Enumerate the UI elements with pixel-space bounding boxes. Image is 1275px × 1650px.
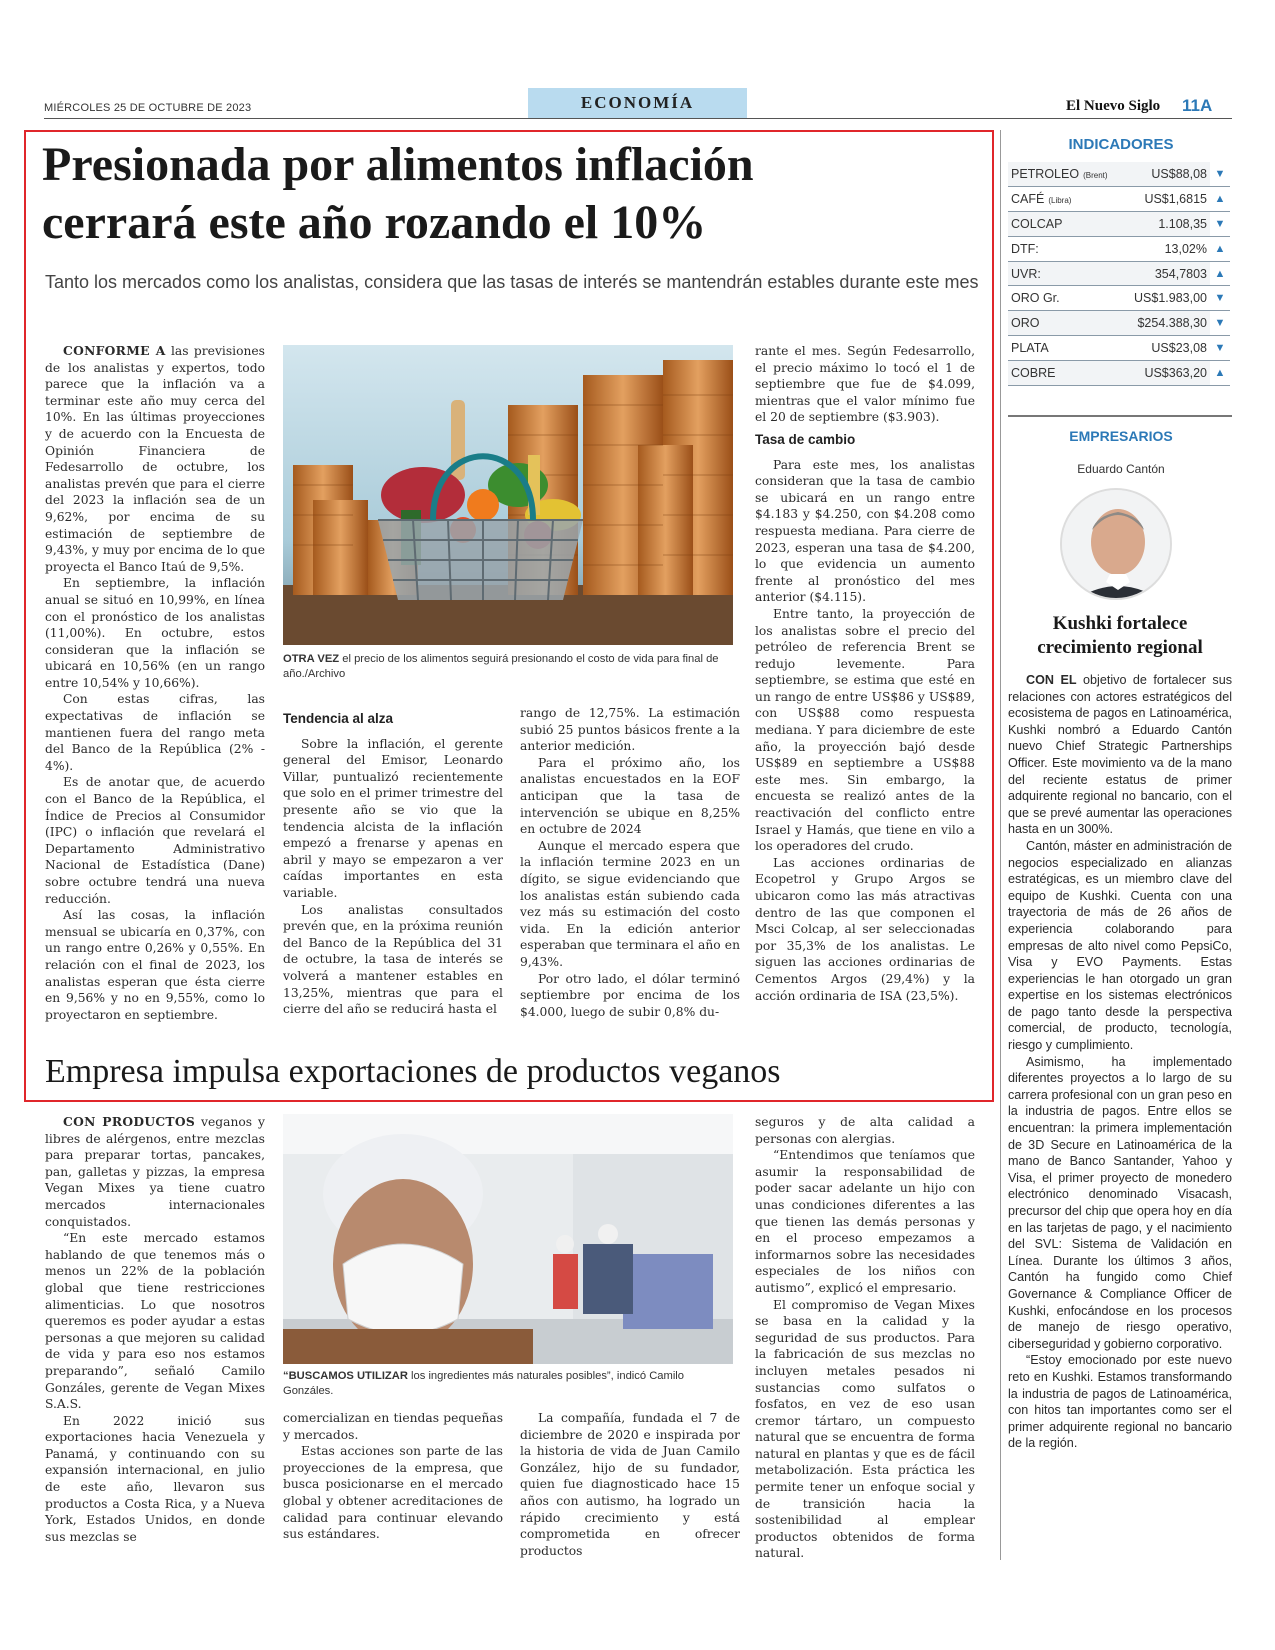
main-headline-line2: cerrará este año rozando el 10% [42, 196, 707, 249]
page-number: 11A [1182, 96, 1213, 115]
indicator-name [1008, 212, 1114, 237]
indicator-row [1008, 360, 1230, 385]
indicators-rule [1008, 415, 1232, 417]
trend-down-icon: ▼ [1210, 212, 1230, 237]
trend-down-icon: ▼ [1210, 162, 1230, 187]
indicator-label: UVR: [1011, 266, 1041, 281]
main-caption-bold: OTRA VEZ [283, 653, 340, 665]
indicator-value: 1.108,35 [1114, 212, 1210, 237]
sidebar-story-title-line2: crecimiento regional [1037, 637, 1203, 658]
subhead-tendencia: Tendencia al alza [283, 711, 394, 726]
indicator-value: US$1.983,00 [1114, 286, 1210, 311]
second-col1-p2: “En este mercado estamos hablando de que tenemos más o menos un 22% de la población global que tiene restricciones alimenticias. Lo que nosotros queremos es poder ayudar a estas personas a que mejoren su calidad de vida y para eso nos estamos preparando”, señaló Camilo Gonzáles, gerente de Vegan Mixes S.A.S. [45, 1231, 265, 1412]
trend-down-icon: ▼ [1210, 311, 1230, 336]
indicators-title: INDICADORES [1068, 136, 1174, 153]
main-col1-p5: Así las cosas, la inflación mensual se ubicaría en 0,37%, con un rango entre 0,26% y 0,55%. En relación con el final de 2023, los analistas esperan que ésta cierre en 9,56% y no en 9,55%, como lo proyectaron en septiembre. [45, 908, 265, 1022]
second-lead: CON PRODUCTOS [63, 1114, 196, 1129]
main-col3-p2: Aunque el mercado espera que la inflación termine 2023 en un dígito, se sigue evidenciando que los analistas están subiendo cada vez más su estimación del costo vida. En la edición anterior esperaban que terminara el año en 9,43%. [520, 838, 740, 969]
food-basket-coins-illustration [283, 345, 733, 645]
second-column-1 [45, 1114, 265, 1545]
indicator-name [1008, 286, 1114, 311]
second-caption-text: los ingredientes más naturales posibles”, indicó Camilo Gonzáles. [283, 1370, 685, 1397]
second-col1-p1: veganos y libres de alérgenos, entre mezclas para preparar tortas, pancakes, pan, galletas y pizzas, la empresa Vegan Mixes ya tiene cuatro mercados internacionales conquistados. [45, 1115, 266, 1229]
main-headline [42, 136, 982, 252]
second-col3-p1: La compañía, fundada el 7 de diciembre de 2020 e inspirada por la historia de vida de Juan Camilo González, hijo de su fundador, quien fue diagnosticado hace 15 años con autismo, ha logrado un rápido crecimiento y está comprometida en ofrecer productos [520, 1411, 740, 1558]
main-photo [283, 345, 733, 645]
main-column-3 [520, 705, 740, 1020]
trend-down-icon: ▼ [1210, 286, 1230, 311]
second-headline: Empresa impulsa exportaciones de productos veganos [45, 1053, 781, 1090]
sidebar-p1: objetivo de fortalecer sus relaciones con actores estratégicos del ecosistema de pagos en Latinoamérica, Kushki nombró a Eduardo Cantón nuevo Chief Strategic Partnerships Officer. Este movimiento va de la mano del reciente estatus de primer adquirente regional no bancario, con el que se prevé aumentar las operaciones hasta en un 300%. [1008, 673, 1232, 837]
main-caption-text: el precio de los alimentos seguirá presionando el costo de vida para final de año./Archivo [283, 653, 719, 680]
indicator-label: DTF: [1011, 241, 1039, 256]
indicator-value: US$88,08 [1114, 162, 1210, 187]
indicator-row [1008, 311, 1230, 336]
indicator-value: US$1,6815 [1114, 187, 1210, 212]
indicator-label: COBRE [1011, 365, 1056, 380]
second-col4-p0: seguros y de alta calidad a personas con alergias. [755, 1115, 975, 1146]
indicator-row [1008, 261, 1230, 286]
section-title: ECONOMÍA [580, 93, 695, 112]
indicator-name [1008, 261, 1114, 286]
section-banner [528, 88, 747, 118]
main-column-4 [755, 343, 975, 1004]
indicator-label: PLATA [1011, 340, 1049, 355]
main-photo-caption [283, 652, 733, 682]
indicator-label: ORO Gr. [1011, 291, 1060, 306]
main-column-1 [45, 343, 265, 1023]
second-caption-bold: “BUSCAMOS UTILIZAR [283, 1370, 408, 1382]
main-col4-p0: rante el mes. Según Fedesarrollo, el precio máximo lo tocó el 1 de septiembre que fue de $4.099, mientras que el valor mínimo fue el 20 de septiembre ($3.903). [755, 344, 975, 425]
factory-worker-photo [283, 1114, 733, 1364]
indicator-label: PETROLEO [1011, 167, 1080, 182]
sidebar-story-body [1008, 672, 1232, 1452]
second-col4-p1: “Entendimos que teníamos que asumir la responsabilidad de poder sacar adelante un hijo con unas condiciones diferentes a las que tienen las demás personas y en el proceso empezamos a informarnos sobre las necesidades especiales de los niños con autismo”, explicó el empresario. [755, 1148, 975, 1295]
indicator-label: ORO [1011, 316, 1040, 331]
main-col2-p1: Sobre la inflación, el gerente general del Emisor, Leonardo Villar, puntualizó recientemente que solo en el primer trimestre del presente año se vio que la tendencia alcista de la inflación empezó a frenarse y apenas en abril y mayo se empezaron a ver caídas importantes en esta variable. [283, 736, 503, 900]
second-col1-p3: En 2022 inició sus exportaciones hacia Venezuela y Panamá, y continuando con su expansión internacional, en julio de este año, llevaron sus productos a Costa Rica, y a Nueva York, Estados Unidos, en donde sus mezclas se [45, 1413, 265, 1544]
sidebar-p3: Asimismo, ha implementado diferentes proyectos a lo largo de su carrera profesional con un gran peso en la industria de pagos. Entre ellos se encuentran: la primera implementación de 3D Secure en Latinoamérica de la mano de Banco Santander, Yahoo y Visa, el primer proyecto de monedero electrónico denominado Visacash, precursor del chip que opera hoy en día en las tarjetas de pago, y el nacimiento del SVL: Sistema de Validación en Línea. Durante los últimos 3 años, Cantón ha fungido como Chief Governance & Compliance Officer de Kushki, enfocándose en los procesos de manejo de riesgo operativo, ciberseguridad y gobierno corporativo. [1008, 1054, 1232, 1351]
second-col4-p2: El compromiso de Vegan Mixes se basa en la calidad y la seguridad de sus productos. Para la fabricación de sus mezclas no incluyen metales pesados ni sustancias como sulfatos o fosfatos, en vez de eso usan cremor tártaro, un compuesto natural que se encuentra de forma natural en plantas y que es de fácil metabolización. Esta práctica les permite tener un enfoque social y de transición hacia la sostenibilidad al emplear productos obtenidos de forma natural. [755, 1297, 975, 1561]
empresarios-title: EMPRESARIOS [1069, 428, 1173, 444]
main-col3-p0: rango de 12,75%. La estimación subió 25 puntos básicos frente a la anterior medición. [520, 706, 740, 754]
paper-name: El Nuevo Siglo [1066, 98, 1161, 114]
trend-down-icon: ▼ [1210, 336, 1230, 361]
trend-up-icon: ▲ [1210, 187, 1230, 212]
indicator-name [1008, 236, 1114, 261]
main-col1-p2: En septiembre, la inflación anual se situó en 10,99%, en línea con el pronóstico de los analistas (11,00%). En octubre, estos consideran que la inflación se ubicará en 10,56% (en un rango entre 10,54% y 10,66%). [45, 576, 265, 690]
second-column-3 [520, 1410, 740, 1559]
header-rule [44, 118, 1232, 119]
person-portrait [1062, 490, 1172, 600]
indicator-value: 354,7803 [1114, 261, 1210, 286]
second-photo-caption [283, 1369, 733, 1399]
indicators-table [1008, 162, 1232, 386]
main-column-2 [283, 705, 503, 1018]
indicator-value: US$363,20 [1114, 360, 1210, 385]
sidebar-divider [1000, 130, 1001, 1560]
second-photo [283, 1114, 733, 1364]
indicator-name [1008, 311, 1114, 336]
avatar [1060, 488, 1172, 600]
indicator-label: COLCAP [1011, 216, 1063, 231]
main-col1-p3: Con estas cifras, las expectativas de inflación se mantienen fuera del rango meta del Banco de la República (2% - 4%). [45, 692, 265, 773]
sidebar-p2: Cantón, máster en administración de negocios especializado en alianzas estratégicas, es un miembro clave del equipo de Kushki. Cuenta con una trayectoria de más de 26 años de experiencia colaborando para empresas de alto nivel como PepsiCo, Visa y EVO Payments. Estas experiencias le han otorgado un gran expertise en los sistemas electrónicos de pago tanto desde la perspectiva comercial, de producto, tecnología, riesgo y cumplimiento. [1008, 838, 1232, 1053]
main-col4-p2: Entre tanto, la proyección de los analistas sobre el precio del petróleo de referencia Brent se redujo levemente. Para septiembre, se estima que esté en un rango de entre US$86 y US$89, con US$88 como respuesta mediana. Y para diciembre de este año, la proyección bajó desde US$89 en septiembre a US$88 este mes. Sin embargo, la encuesta se realizó antes de la reactivación del conflicto entre Israel y Hamás, que tiene en vilo a los operadores del crudo. [755, 606, 975, 854]
issue-date: MIÉRCOLES 25 DE OCTUBRE DE 2023 [44, 102, 252, 114]
main-col3-p3: Por otro lado, el dólar terminó septiembre por encima de los $4.000, luego de subir 0,8% du- [520, 971, 740, 1019]
sidebar-story-title-line1: Kushki fortalece [1052, 613, 1188, 634]
indicator-note: (Libra) [1048, 196, 1072, 206]
indicator-value: 13,02% [1114, 236, 1210, 261]
subhead-tasa-cambio: Tasa de cambio [755, 431, 856, 447]
trend-up-icon: ▲ [1210, 360, 1230, 385]
main-deck: Tanto los mercados como los analistas, considera que las tasas de interés se mantendrán estables durante este mes [45, 272, 979, 292]
main-headline-line1: Presionada por alimentos inflación [42, 138, 754, 191]
indicator-row [1008, 187, 1230, 212]
trend-up-icon: ▲ [1210, 261, 1230, 286]
indicator-name [1008, 187, 1114, 212]
main-col4-p1: Para este mes, los analistas consideran que la tasa de cambio se ubicará en un rango entre $4.183 y $4.250, con $4.208 como respuesta mediana. Para cierre de 2023, esperan una tasa de $4.200, lo que evidencia un aumento frente al pronóstico del mes anterior ($4.115). [755, 457, 975, 605]
trend-up-icon: ▲ [1210, 236, 1230, 261]
indicator-row [1008, 236, 1230, 261]
main-col1-p1: las previsiones de los analistas y expertos, todo parece que la inflación va a terminar este año muy cerca del 10%. En las últimas proyecciones y de acuerdo con la Encuesta de Opinión Financiera de Fedesarrollo de octubre, los analistas prevén que para el cierre del 2023 la inflación sea de un 9,62%, por encima de su estimación de septiembre de 9,43%, y muy por encima de lo que proyecta el Banco Itaú de 9,5%. [45, 344, 265, 574]
main-col4-p3: Las acciones ordinarias de Ecopetrol y Grupo Argos se ubicaron como las más atractivas dentro de las que componen el Msci Colcap, al ser seleccionadas por 35,3% de los analistas. Le siguen las acciones ordinarias de Cementos Argos (29,4%) y la acción ordinaria de ISA (23,5%). [755, 855, 975, 1003]
indicator-note: (Brent) [1083, 171, 1108, 181]
main-lead: CONFORME A [63, 343, 166, 358]
indicator-row [1008, 212, 1230, 237]
second-column-4 [755, 1114, 975, 1562]
main-col1-p4: Es de anotar que, de acuerdo con el Banco de la República, el Índice de Precios al Consumidor (IPC) o inflación que revelará el Departamento Administrativo Nacional de Estadística (Dane) sobre octubre tendrá una nueva reducción. [45, 775, 265, 906]
main-col2-p2: Los analistas consultados prevén que, en la próxima reunión del Banco de la República del 31 de octubre, la tasa de interés se volverá a mantener estables en 13,25%, mientras que para el cierre del año se reducirá hasta el [283, 902, 503, 1017]
indicator-label: CAFÉ [1011, 192, 1045, 207]
main-col3-p1: Para el próximo año, los analistas encuestados en la EOF anticipan que la tasa de intervención se ubique en 8,25% en octubre de 2024 [520, 755, 740, 837]
indicator-name [1008, 336, 1114, 361]
sidebar-story-title [1008, 612, 1232, 660]
indicator-row [1008, 162, 1230, 187]
second-column-2 [283, 1410, 503, 1543]
indicator-row [1008, 286, 1230, 311]
sidebar-p4: “Estoy emocionado por este nuevo reto en Kushki. Estamos transformando la industria de pagos de Latinoamérica, con hitos tan importantes como ser el primer adquirente regional no bancario de la región. [1008, 1353, 1232, 1451]
indicator-value: US$23,08 [1114, 336, 1210, 361]
indicator-row [1008, 336, 1230, 361]
second-col2-p1: Estas acciones son parte de las proyecciones de la empresa, que busca posicionarse en el mercado global y obtener acreditaciones de calidad para continuar elevando sus estándares. [283, 1444, 503, 1542]
indicator-name [1008, 360, 1114, 385]
sidebar-lead: CON EL [1026, 673, 1077, 687]
indicator-value: $254.388,30 [1114, 311, 1210, 336]
person-name: Eduardo Cantón [1077, 462, 1165, 476]
indicator-name [1008, 162, 1114, 187]
second-col2-p0: comercializan en tiendas pequeñas y mercados. [283, 1411, 503, 1442]
